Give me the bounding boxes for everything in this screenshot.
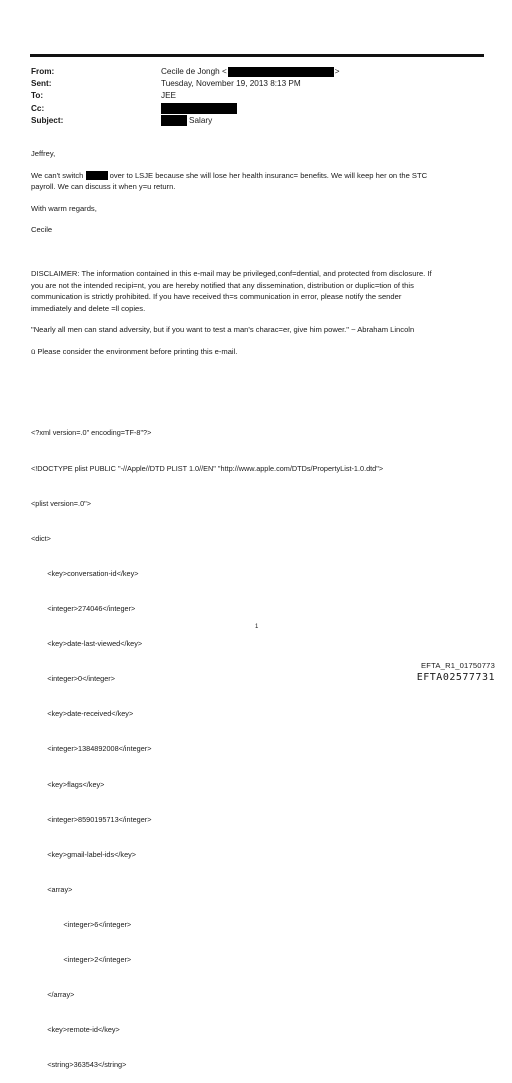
xml-line: <!DOCTYPE plist PUBLIC "-//Apple//DTD PLIST 1.0//EN" "http://www.apple.com/DTDs/PropertyList-1.0.dtd"> xyxy=(31,463,384,473)
redaction-cc xyxy=(161,103,237,114)
redaction-from-email xyxy=(228,67,334,77)
bates-ref-2: EFTA02577731 xyxy=(416,672,495,683)
xml-line: <integer>0</integer> xyxy=(31,674,115,684)
subject-text: Salary xyxy=(189,115,213,125)
xml-line: <?xml version=.0" encoding=TF-8"?> xyxy=(31,428,152,438)
xml-line: <integer>6</integer> xyxy=(31,919,132,929)
sent-value: Tuesday, November 19, 2013 8:13 PM xyxy=(161,79,301,89)
from-close: > xyxy=(334,67,340,76)
cc-row xyxy=(31,103,481,115)
disclaimer-line-4: immediately and delete =ll copies. xyxy=(31,303,146,313)
body-line-1-start: We can't switch xyxy=(31,170,84,180)
xml-line: </array> xyxy=(31,990,75,1000)
body-line-1-end: over to LSJE because she will lose her health insuranc= benefits. We will keep her on the STC xyxy=(109,170,428,180)
to-label: To: xyxy=(31,91,44,101)
header-rule xyxy=(30,54,484,57)
quote: "Nearly all men can stand adversity, but if you want to test a man's charac=er, give him power." ~ Abraham Lincoln xyxy=(31,325,415,334)
signature: Cecile xyxy=(31,225,53,234)
subject-value xyxy=(161,115,212,127)
xml-line: <key>flags</key> xyxy=(31,779,105,789)
closing: With warm regards, xyxy=(31,203,97,213)
disclaimer-line-2: you are not the intended recipi=nt, you are hereby notified that any dissemination, distribution or duplic=tion of this xyxy=(31,280,414,290)
xml-line: <array> xyxy=(31,884,73,894)
cc-label: Cc: xyxy=(31,103,45,113)
xml-line: <key>date-received</key> xyxy=(31,709,134,719)
redaction-subject xyxy=(161,115,187,126)
to-row xyxy=(31,90,481,102)
xml-line: <integer>274046</integer> xyxy=(31,603,136,613)
greeting: Jeffrey, xyxy=(31,149,56,158)
xml-line: <integer>8590195713</integer> xyxy=(31,814,152,824)
xml-line: <integer>1384892008</integer> xyxy=(31,744,152,754)
sent-row xyxy=(31,78,481,90)
body-line-2: payroll. We can discuss it when y=u return. xyxy=(31,182,176,191)
environment-note: ü Please consider the environment before printing this e-mail. xyxy=(31,346,238,356)
bates-ref-1: EFTA_R1_01750773 xyxy=(421,661,495,670)
xml-plist xyxy=(31,404,383,1083)
xml-line: <dict> xyxy=(31,533,51,543)
xml-line: <key>gmail-label-ids</key> xyxy=(31,849,137,859)
redaction-name xyxy=(86,171,108,180)
from-value xyxy=(161,66,340,78)
disclaimer xyxy=(31,268,483,357)
sent-label: Sent: xyxy=(31,79,52,89)
from-name: Cecile de Jongh < xyxy=(161,67,227,76)
xml-line: <key>conversation-id</key> xyxy=(31,568,139,578)
from-row xyxy=(31,66,481,78)
subject-label: Subject: xyxy=(31,115,64,125)
email-header xyxy=(31,66,481,127)
email-body xyxy=(31,148,483,236)
subject-row xyxy=(31,115,481,127)
xml-line: <integer>2</integer> xyxy=(31,955,132,965)
xml-line: <key>remote-id</key> xyxy=(31,1025,120,1035)
disclaimer-line-1: DISCLAIMER: The information contained in this e-mail may be privileged,conf=dential, and protected from disclosure. If xyxy=(31,269,432,278)
disclaimer-line-3: communication is strictly prohibited. If you have received th=s communication in error, please notify the sender xyxy=(31,292,402,301)
from-label: From: xyxy=(31,67,55,76)
xml-line: <plist version=.0"> xyxy=(31,498,91,508)
cc-value xyxy=(161,103,237,115)
to-value: JEE xyxy=(161,91,177,101)
xml-line: <string>363543</string> xyxy=(31,1060,127,1070)
page-number: 1 xyxy=(255,624,259,630)
xml-line: <key>date-last-viewed</key> xyxy=(31,639,143,649)
body-line-1 xyxy=(31,170,483,182)
